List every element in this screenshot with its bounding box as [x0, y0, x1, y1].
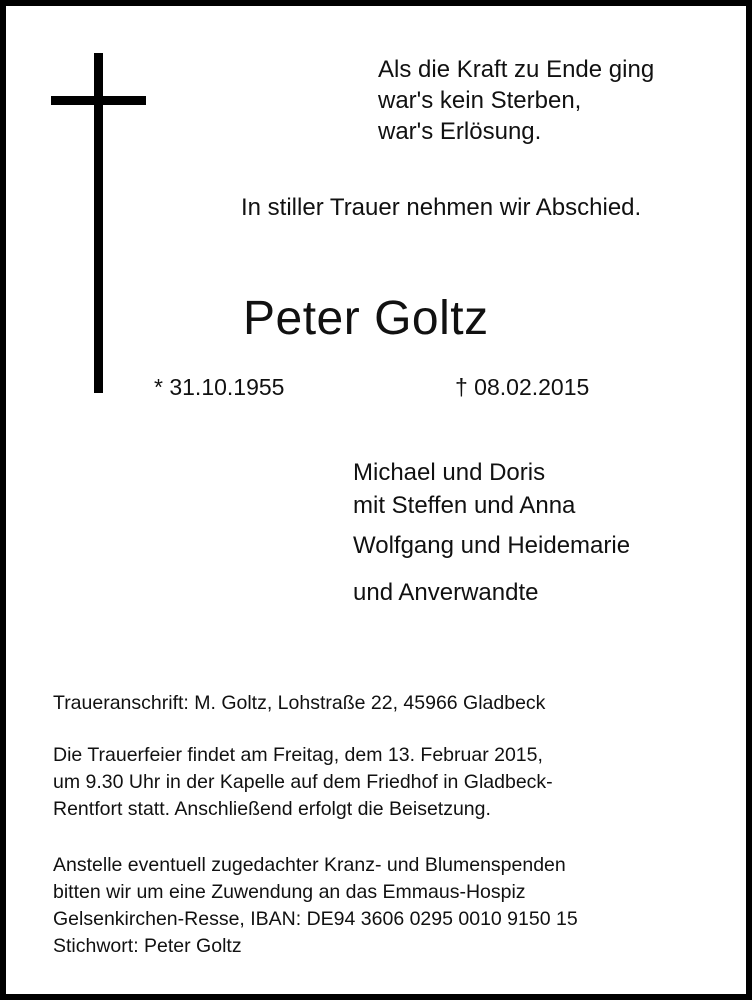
mourner-line: mit Steffen und Anna	[353, 492, 576, 519]
memorial-poem	[378, 54, 654, 147]
donation-line: Gelsenkirchen-Resse, IBAN: DE94 3606 0295 0010 9150 15	[53, 908, 578, 930]
mourning-address	[53, 690, 545, 717]
mourner-line: Michael und Doris	[353, 459, 546, 486]
mourner-line: und Anverwandte	[353, 579, 539, 606]
donation-info	[53, 852, 578, 960]
address-line: Traueranschrift: M. Goltz, Lohstraße 22, 45966 Gladbeck	[53, 692, 546, 714]
poem-line: Als die Kraft zu Ende ging	[378, 56, 655, 83]
donation-line: Stichwort: Peter Goltz	[53, 935, 242, 957]
ceremony-line: um 9.30 Uhr in der Kapelle auf dem Friedhof in Gladbeck-	[53, 771, 553, 793]
farewell-line: In stiller Trauer nehmen wir Abschied.	[241, 194, 642, 221]
ceremony-line: Die Trauerfeier findet am Freitag, dem 13. Februar 2015,	[53, 744, 543, 766]
ceremony-info	[53, 742, 553, 823]
death-date: † 08.02.2015	[455, 374, 590, 400]
cross-horizontal-bar	[51, 96, 146, 105]
poem-line: war's kein Sterben,	[378, 87, 582, 114]
deceased-name: Peter Goltz	[243, 292, 489, 345]
mourner-line: Wolfgang und Heidemarie	[353, 532, 631, 559]
poem-line: war's Erlösung.	[378, 118, 542, 145]
birth-date: * 31.10.1955	[154, 374, 285, 400]
donation-line: bitten wir um eine Zuwendung an das Emmaus-Hospiz	[53, 881, 526, 903]
ceremony-line: Rentfort statt. Anschließend erfolgt die Beisetzung.	[53, 798, 491, 820]
mourners-list	[353, 456, 630, 609]
donation-line: Anstelle eventuell zugedachter Kranz- und Blumenspenden	[53, 854, 566, 876]
